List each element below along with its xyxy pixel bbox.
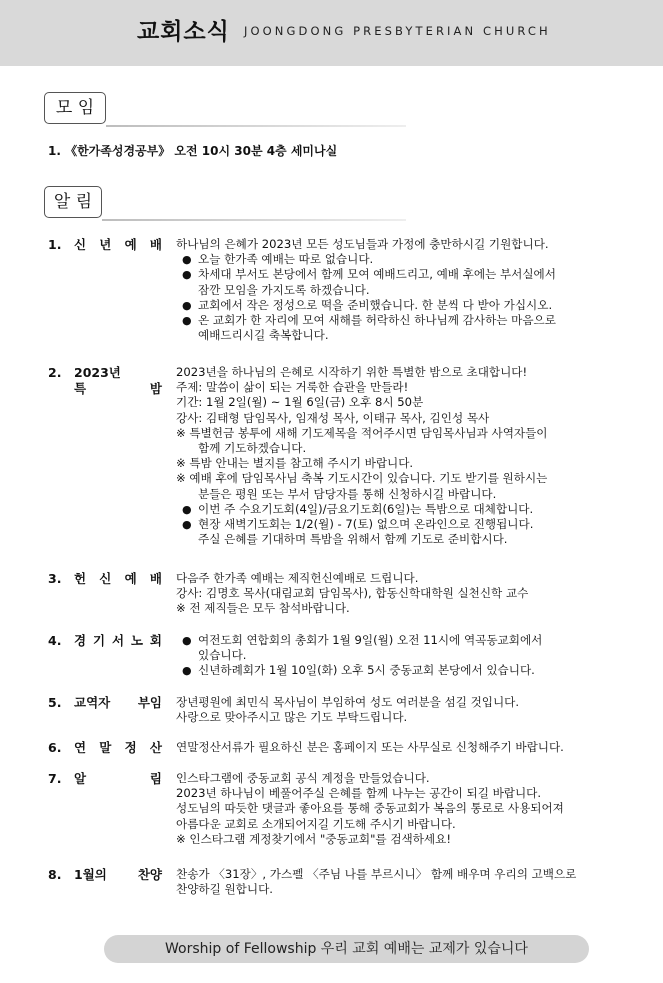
continuation-line: 잠깐 모임을 가지도록 하겠습니다. xyxy=(198,282,370,297)
notice-title xyxy=(74,695,162,711)
text-line: ※ 인스타그램 계정찾기에서 "중동교회"를 검색하세요! xyxy=(176,831,451,846)
text-line: ※ 예배 후에 담임목사님 축복 기도시간이 있습니다. 기도 받기를 원하시는 xyxy=(176,471,548,486)
notice-title-line: 특 밤 xyxy=(74,381,162,396)
notice-title xyxy=(74,740,162,756)
text-line: 아름다운 교회로 소개되어지길 기도해 주시기 바랍니다. xyxy=(176,816,456,831)
text-line: 주제: 말씀이 삶이 되는 거룩한 습관을 만들라! xyxy=(176,380,409,395)
notice-body xyxy=(176,633,636,679)
notice-body xyxy=(176,740,636,755)
notice-body xyxy=(176,571,636,617)
bullet-line xyxy=(176,267,636,282)
text-line: 연말정산서류가 필요하신 분은 홈페이지 또는 사무실로 신청해주기 바랍니다. xyxy=(176,740,564,754)
continuation-line: 주실 은혜를 기대하며 특밤을 위해서 함께 기도로 준비합시다. xyxy=(198,532,508,547)
section-meeting-label: 모 임 xyxy=(44,92,106,124)
notice-title-line: 헌 신 예 배 xyxy=(74,571,162,586)
text-line: ※ 특밤 안내는 별지를 참고해 주시기 바랍니다. xyxy=(176,456,414,471)
text-line: 하나님의 은혜가 2023년 모든 성도님들과 가정에 충만하시길 기원합니다. xyxy=(176,237,549,251)
section-notice-label: 알 림 xyxy=(44,186,102,218)
continuation-line: 예배드리시길 축복합니다. xyxy=(198,328,329,343)
notice-body xyxy=(176,695,636,725)
bullet-line xyxy=(176,517,636,532)
bullet-text: 여전도회 연합회의 총회가 1월 9일(월) 오전 11시에 역곡동교회에서 xyxy=(198,633,543,647)
text-line: 인스타그램에 중동교회 공식 계정을 만들었습니다. xyxy=(176,771,430,785)
notice-number: 2. xyxy=(48,365,62,380)
bullet-text: 이번 주 수요기도회(4일)/금요기도회(6일)는 특밤으로 대체합니다. xyxy=(198,501,534,516)
header-title-kr: 교회소식 xyxy=(137,19,230,45)
footer-banner: Worship of Fellowship 우리 교회 예배는 교제가 있습니다 xyxy=(104,935,589,963)
notice-number: 6. xyxy=(48,740,62,755)
notice-title-line: 연 말 정 산 xyxy=(74,740,162,755)
notice-number: 4. xyxy=(48,633,62,648)
notice-title-line: 2023년 xyxy=(74,365,121,380)
text-line: 기간: 1월 2일(월) ~ 1월 6일(금) 오후 8시 50분 xyxy=(176,395,424,410)
bullet-text: 오늘 한가족 예배는 따로 없습니다. xyxy=(198,252,374,267)
text-line: 사랑으로 맞아주시고 많은 기도 부탁드립니다. xyxy=(176,710,408,725)
bullet-line xyxy=(176,633,636,648)
text-line: 2023년 하나님이 베풀어주실 은혜를 함께 나누는 공간이 되길 바랍니다. xyxy=(176,786,542,801)
notice-title-line: 교역자 부임 xyxy=(74,695,162,710)
continuation-line: 있습니다. xyxy=(198,648,247,663)
notice-number: 1. xyxy=(48,237,62,252)
notice-number: 7. xyxy=(48,771,62,786)
continuation-line: 분들은 평원 또는 부서 담당자를 통해 신청하시길 바랍니다. xyxy=(198,486,497,501)
text-line: 성도님의 따듯한 댓글과 좋아요를 통해 중동교회가 복음의 통로로 사용되어져 xyxy=(176,801,564,816)
bullet-icon: ● xyxy=(182,502,192,516)
notice-title xyxy=(74,237,162,253)
notice-title-line: 경 기 서 노 회 xyxy=(74,633,162,648)
bullet-icon: ● xyxy=(182,634,192,647)
bullet-text: 현장 새벽기도회는 1/2(월) - 7(토) 없으며 온라인으로 진행됩니다. xyxy=(198,517,534,532)
bullet-icon: ● xyxy=(182,518,192,532)
text-line: 강사: 김명호 목사(대림교회 담임목사), 합동신학대학원 실천신학 교수 xyxy=(176,586,529,601)
text-line: ※ 특별헌금 봉투에 새해 기도제목을 적어주시면 담임목사님과 사역자들이 xyxy=(176,425,548,440)
bullet-icon: ● xyxy=(182,314,192,328)
bullet-text: 신년하례회가 1월 10일(화) 오후 5시 중동교회 본당에서 있습니다. xyxy=(198,663,535,678)
notice-number: 3. xyxy=(48,571,62,586)
notice-title-line: 1월의 찬양 xyxy=(74,867,162,882)
bullet-text: 온 교회가 한 자리에 모여 새해를 허락하신 하나님께 감사하는 마음으로 xyxy=(198,313,556,328)
text-line: 장년평원에 최민식 목사님이 부임하여 성도 여러분을 섬길 것입니다. xyxy=(176,695,520,709)
bullet-icon: ● xyxy=(182,664,192,678)
bullet-line xyxy=(176,252,636,267)
section-notice-divider xyxy=(102,219,406,221)
text-line: 2023년을 하나님의 은혜로 시작하기 위한 특별한 밤으로 초대합니다! xyxy=(176,365,528,379)
notice-title xyxy=(74,633,162,649)
continuation-line: 함께 기도하겠습니다. xyxy=(198,441,307,456)
notice-title-line: 알 림 xyxy=(74,771,162,786)
section-meeting-divider xyxy=(106,125,406,127)
bullet-line xyxy=(176,313,636,328)
text-line: 다음주 한가족 예배는 제직헌신예배로 드립니다. xyxy=(176,571,419,585)
bullet-text: 차세대 부서도 본당에서 함께 모여 예배드리고, 예배 후에는 부서실에서 xyxy=(198,267,556,282)
notice-number: 5. xyxy=(48,695,62,710)
text-line: 찬양하길 원합니다. xyxy=(176,882,273,897)
notice-body xyxy=(176,771,636,847)
notice-title xyxy=(74,365,162,397)
notice-title-line: 신 년 예 배 xyxy=(74,237,162,252)
text-line: 찬송가 〈31장〉, 가스펠 〈주님 나를 부르시니〉 함께 배우며 우리의 고백으로 xyxy=(176,867,577,881)
header-title-en: JOONGDONG PRESBYTERIAN CHURCH xyxy=(244,24,551,38)
bullet-text: 교회에서 작은 정성으로 떡을 준비했습니다. 한 분씩 다 받아 가십시오. xyxy=(198,297,553,312)
bullet-icon: ● xyxy=(182,253,192,267)
text-line: 강사: 김태형 담임목사, 임재성 목사, 이태규 목사, 김인성 목사 xyxy=(176,410,490,425)
bullet-icon: ● xyxy=(182,298,192,312)
notice-title xyxy=(74,771,162,787)
text-line: ※ 전 제직들은 모두 참석바랍니다. xyxy=(176,601,350,616)
header-banner xyxy=(0,0,663,66)
notice-title xyxy=(74,571,162,587)
bullet-line xyxy=(176,502,636,517)
notice-body xyxy=(176,237,636,343)
notice-body xyxy=(176,867,636,897)
notice-number: 8. xyxy=(48,867,62,882)
bullet-line xyxy=(176,298,636,313)
bullet-icon: ● xyxy=(182,268,192,282)
notice-body xyxy=(176,365,636,547)
bullet-line xyxy=(176,663,636,678)
notice-title xyxy=(74,867,162,883)
meeting-item: 1. 《한가족성경공부》 오전 10시 30분 4층 세미나실 xyxy=(48,144,338,158)
